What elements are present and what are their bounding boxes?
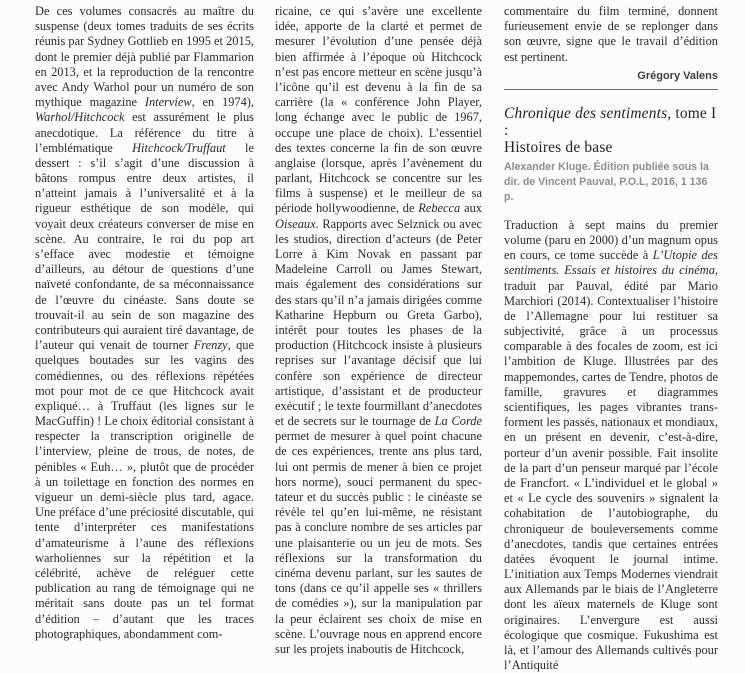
column-2 (275, 4, 482, 673)
hitchcock-review-col2-text: ricaine, ce qui s’avère une excellente idée, apporte de la clarté et permet de mesurer l’évolution d’une pensée déjà bien affirmée à l’époque où Hitchcock n’est pas encore metteur en scène jusqu’à l’icône qu’il est devenu à la fin de sa carrière (la « conférence John Player, long échange avec le public de 1967, occupe une place de choix). L’essentiel des textes concerne la fin de son œuvre anglaise (lorsque, après l’avènement du parlant, Hitchcock se concentre sur les films à suspense) et le meilleur de sa période hollywoodienne, de Rebecca aux Oiseaux. Rapports avec Selznick ou avec les studios, direction d’acteurs (de Peter Lorre à Kim Novak en passant par Madeleine Carroll ou James Stewart, mais également des considérations sur des stars qu’il n’a jamais dirigées comme Katharine Hepburn ou Greta Garbo), intérêt pour toutes les phases de la production (Hitchcock insiste à plusieurs reprises sur l’avantage décisif que lui confère son expérience de directeur artistique, d’assistant et de producteur exécutif ; le texte fourmillant d’anecdotes et de secrets sur le tournage de La Corde permet de mesurer à quel point chacune de ces expériences, trente ans plus tard, lui ont permis de mener à bien ce projet hors norme), souci permanent du spectateur et du succès public : le cinéaste se révèle tel qu’en lui-même, ne résistant pas à conclure nombre de ses articles par une plaisanterie ou un jeu de mots. Ses réflexions sur la transformation du cinéma devenu parlant, sur les sautes de tons (dans ce qu’il appelle ses « thrillers de comédies »), sur la manipulation par la peur éclairent ses choix de mise en scène. L’ouvrage nous en apprend encore sur les projets inaboutis de Hitchcock, (275, 4, 482, 656)
kluge-review-title (504, 105, 718, 156)
hitchcock-review-col1-text: De ces volumes consacrés au maître du suspense (deux tomes traduits de ses écrits réunis par Sydney Gottlieb en 1995 et 2015, dont le premier déjà publié par Flammarion en 2013, et la reproduction de la rencontre avec Andy Warhol pour un numéro de son mythique magazine Interview, en 1974), Warhol/Hitchcock est assurément le plus anecdotique. La référence du titre à l’emblématique Hitchcock/Truffaut le dessert : s’il s’agit d’une discussion à bâtons rompus entre deux artistes, il n’atteint jamais à l’universalité et à la rigueur esthétique de son modèle, qui voyait deux créateurs converser de mise en scène. Au contraire, le roi du pop art s’efface avec modestie et témoigne d’ailleurs, au détour de questions d’une naïveté confondante, de sa méconnaissance de l’œuvre du cinéaste. Sans doute se trouvait-il au sein de son magazine des contributeurs qui auraient tiré davantage, de l’auteur qui venait de tourner Frenzy, que quelques boutades sur les vagins des comédiennes, ou des réflexions répétées mot pour mot de ce que Hitchcock avait expliqué… à Truffaut (les lignes sur le MacGuffin) ! Le choix éditorial consistant à respecter la transcription originelle de l’interview, pleine de trous, de notes, de pénibles « Euh… », plutôt que de procéder à un toilettage en fonction des normes en vigueur un demi-siècle plus tard, agace. Une préface d’une préciosité discutable, qui tente d’interpréter ces manifestations d’amateurisme à l’aune des réflexions warholiennes sur la répétition et la célébrité, achève de reléguer cette publication au rang de témoignage qui ne méritait sans doute pas un tel format d’édition – d’autant que les traces photographiques, abondamment com- (35, 4, 255, 641)
book-publication-info: Alexander Kluge. Édition publiée sous la dir. de Vincent Pauval, P.O.L, 2016, 1 136 p. (504, 160, 709, 203)
column-3 (504, 4, 718, 673)
kluge-review-text: Traduction à sept mains du premier volume (paru en 2000) d’un magnum opus en cours, ce tome succède à L’Utopie des sentiments. Essais et histoires du cinéma, traduit par Pauval, édité par Mario Marchiori (2014). Contextualiser l’histoire de l’Allemagne pour lui restituer sa subjectivité, grâce à un processus comparable à des focales de zoom, est ici l’ambition de Kluge. Illustrées par des mappemondes, cartes de Tendre, photos de famille, gravures et diagrammes scientifiques, les pages vibrantes transforment les passés, nationaux et mondiaux, en un présent en devenir, c’est-à-dire, porteur d’un avenir possible. Fait insolite de la part d’un penseur marqué par l’école de Francfort. « L’individuel et le global » et « Le cycle des souvenirs » signalent la cohabitation de l’autobiographe, du chroniqueur de bouleversements comme d’anecdotes, tandis que certaines entrées datées évoquent le journal intime. L’initiation aux Temps Modernes viendrait aux Allemands par le biais de l’Angleterre dont les aïeux maternels de Kluge sont originaires. L’envergure est aussi écologique que cosmique. Fukushima est là, et l’amour des Allemands cultivés pour l’Antiquité (504, 217, 719, 673)
book-title-subtitle: Histoires de base (504, 138, 613, 156)
section-divider (504, 89, 718, 90)
author-signature: Grégory Valens (637, 69, 718, 82)
hitchcock-review-conclusion-text: commentaire du film terminé, donnent furieusement envie de se replonger dans son œuvre, signe que le travail d’édition est pertinent. (504, 4, 718, 64)
book-title-italic: Chronique des sentiments (504, 104, 668, 122)
text-columns (35, 4, 718, 673)
book-title-tome: , tome I : (504, 104, 717, 139)
column-1 (35, 4, 254, 673)
